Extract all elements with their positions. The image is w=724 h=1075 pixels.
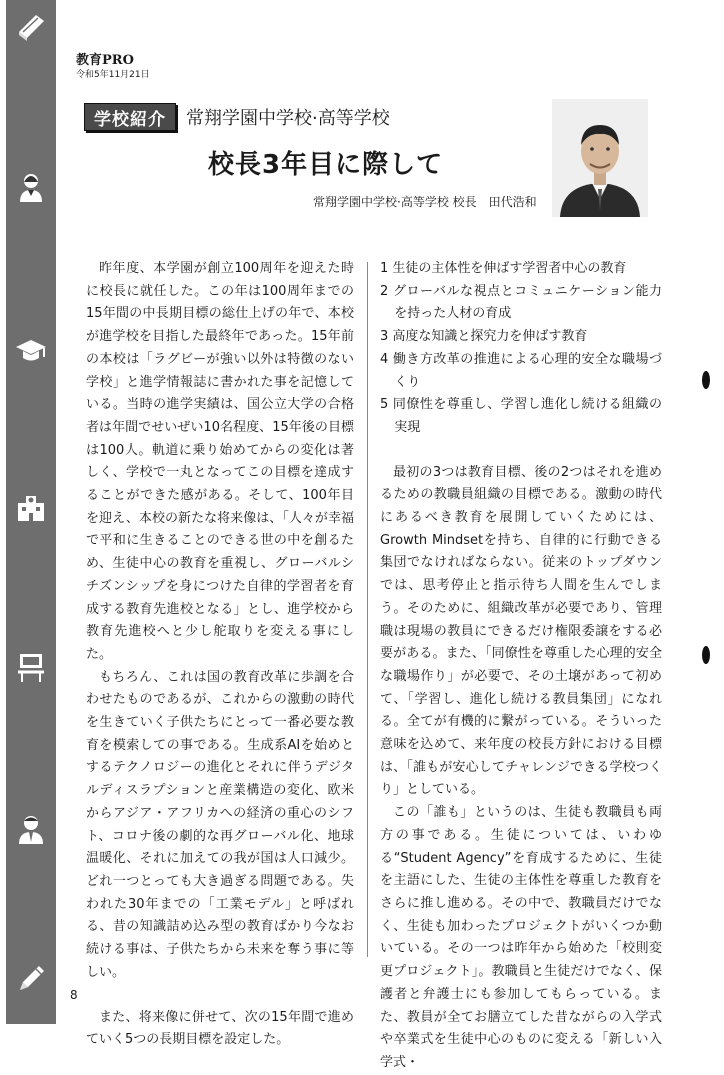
- teacher-icon: [14, 812, 48, 846]
- publication-date: 令和5年11月21日: [76, 70, 150, 80]
- school-building-icon: [14, 490, 48, 524]
- desk-icon: [14, 650, 48, 684]
- list-item: 2 グローバルな視点とコミュニケーション能力を持った人材の育成: [380, 283, 662, 322]
- graduation-cap-icon: [14, 333, 48, 367]
- article-right-column: [380, 258, 662, 1075]
- pencil-icon: [14, 962, 48, 996]
- section-badge: 学校紹介: [84, 103, 176, 131]
- principal-photo: [552, 99, 648, 217]
- goals-list: [380, 258, 662, 440]
- paragraph: 最初の3つは教育目標、後の2つはそれを進めるための教職員組織の目標である。激動の時代にあるべき教育を展開していくためには、Growth Mindsetを持ち、自律的に行動できる集団でなければならない。従来のトップダウンでは、思考停止と指示待ち人間を生んでしまう。そのために、組織改革が必要であり、管理職は現場の教員にできるだけ権限委譲をする必要がある。また、「同僚性を尊重した心理的安全な職場作り」が必要で、その土壌があって初めて、「学習し、進化し続ける教員集団」になれる。全てが有機的に繋がっている。そういった意味を込めて、来年度の校長方針における目標は、「誰もが安心してチャレンジできる学校つくり」としている。: [380, 464, 662, 798]
- school-name: 常翔学園中学校·高等学校: [186, 108, 390, 129]
- scan-mark: [702, 371, 710, 389]
- paragraph: もちろん、これは国の教育改革に歩調を合わせたものであるが、これからの激動の時代を生きていく子供たちにとって一番必要な教育を模索しての事である。生成系AIを始めとするテクノロジーの進化とそれに伴うデジタルディスラプションと産業構造の変化、欧米からアジア・アフリカへの経済の重心のシフト、コロナ後の劇的な再グローバル化、地球温暖化、それに加えての我が国は人口減少。どれ一つとっても大き過ぎる問題である。失われた30年までの「工業モデル」と呼ばれる、昔の知識詰め込み型の教育ばかり今なお続ける事は、子供たちから未来を奪う事に等しい。: [86, 669, 354, 980]
- decorative-side-strip: [6, 0, 56, 1024]
- article-left-column: [86, 258, 354, 1052]
- book-icon: [14, 10, 48, 44]
- author-line: 常翔学園中学校·高等学校 校長 田代浩和: [313, 195, 537, 209]
- list-item: 4 働き方改革の推進による心理的安全な職場づくり: [380, 351, 662, 390]
- paragraph: 昨年度、本学園が創立100周年を迎えた時に校長に就任した。この年は100周年までの15年間の中長期目標の総仕上げの年で、本校が進学校を目指した最終年であった。15年前の本校は「ラグビーが強い以外は特徴のない学校」と進学情報誌に書かれた事を記憶している。当時の進学実績は、国公立大学の合格者は年間でせいぜい10名程度、15年後の目標は100人。軌道に乗り始めてからの変化は著しく、学校で一丸となってこの目標を達成することができた感がある。そして、100年目を迎え、本校の新たな将来像は、「人々が幸福で平和に生きることのできる世の中を創るため、生徒中心の教育を重視し、グローバルシチズンシップを身につけた自律的学習者を育成する教育先進校となる」とし、進学校から教育先進校へと少し舵取りを変える事にした。: [86, 261, 354, 662]
- student-icon: [14, 170, 48, 204]
- list-item: 3 高度な知識と探究力を伸ばす教育: [380, 329, 588, 345]
- list-item: 1 生徒の主体性を伸ばす学習者中心の教育: [380, 261, 627, 276]
- column-divider: [367, 262, 368, 957]
- page-title: 校長3年目に際して: [208, 150, 444, 180]
- list-item: 5 同僚性を尊重し、学習し進化し続ける組織の実現: [380, 397, 662, 435]
- page-number: 8: [70, 988, 78, 1002]
- publication-name: 教育PRO: [76, 53, 134, 68]
- paragraph: また、将来像に併せて、次の15年間で進めていく5つの長期目標を設定した。: [86, 1009, 354, 1048]
- paragraph: この「誰も」というのは、生徒も教職員も両方の事である。生徒については、いわゆる“Student Agency”を育成するために、生徒を主語にした、生徒の主体性を尊重した教育をさらに推し進める。その中で、教職員だけでなく、生徒も加わったプロジェクトがいくつか動いている。その一つは昨年から始めた「校則変更プロジェクト」。教職員と生徒だけでなく、保護者と弁護士にも参加してもらっている。また、教員が全てお膳立てした昔ながらの入学式や卒業式を生徒中心のものに変える「新しい入学式・: [380, 805, 662, 1070]
- scan-mark: [702, 646, 710, 664]
